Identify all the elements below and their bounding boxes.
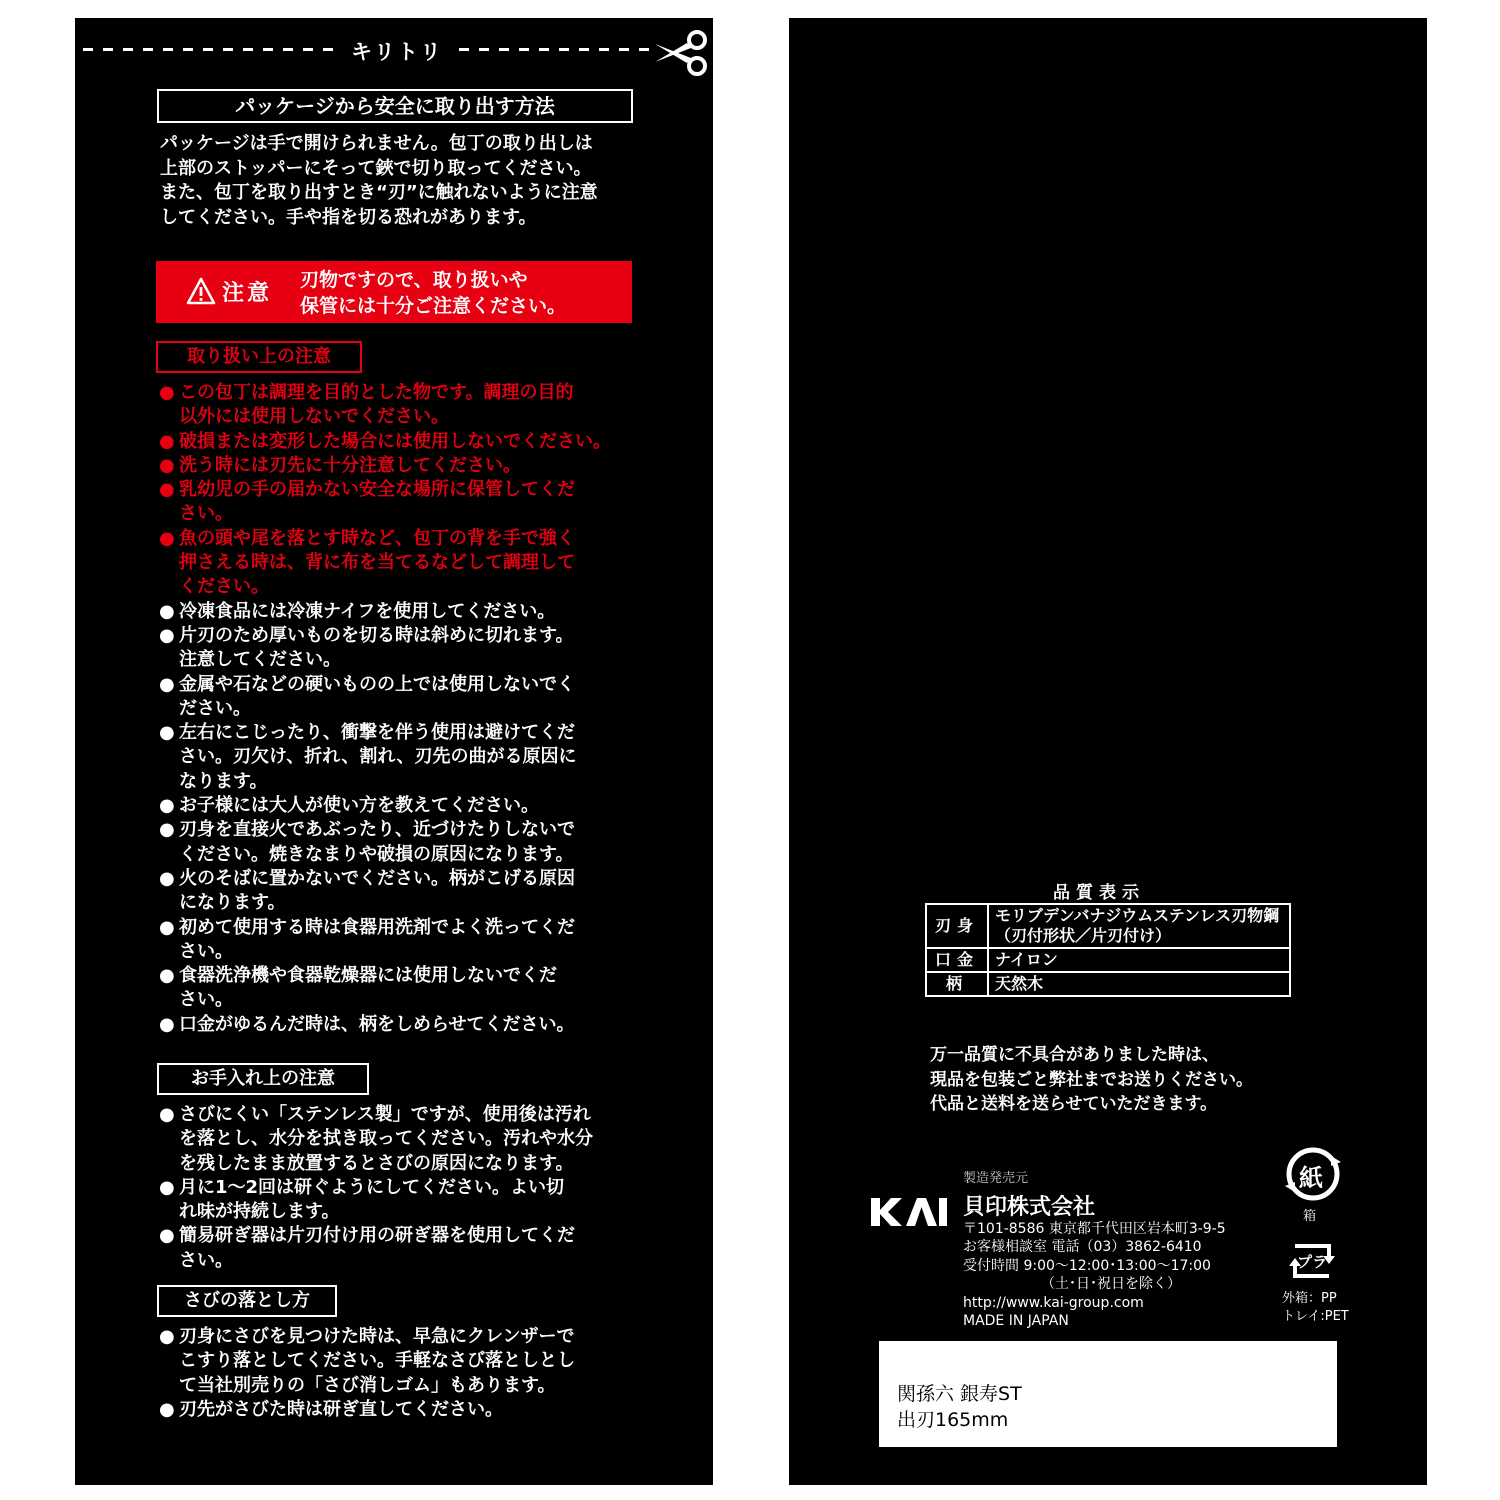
outer-material: 外箱：PP bbox=[1282, 1291, 1337, 1306]
warning-icon bbox=[186, 277, 216, 305]
scissors-icon bbox=[651, 30, 711, 76]
product-size: 出刃165mm bbox=[897, 1409, 1009, 1431]
handling-heading: 取り扱い上の注意 bbox=[156, 341, 362, 373]
list-item: ● 食器洗浄機や食器乾燥器には使用しないでくだ さい。 bbox=[159, 965, 557, 1011]
list-item: ● 破損または変形した場合には使用しないでください。 bbox=[159, 430, 611, 452]
text-line: パッケージは手で開けられません。包丁の取り出しは bbox=[160, 133, 593, 154]
list-item: ● 片刃のため厚いものを切る時は斜めに切れます。 注意してください。 bbox=[159, 624, 574, 671]
list-item: ● 初めて使用する時は食器用洗剤でよく洗ってくだ さい。 bbox=[159, 916, 575, 962]
table-key: 柄 bbox=[926, 972, 988, 996]
plastic-mark-text: プラ bbox=[1297, 1253, 1328, 1271]
product-label bbox=[879, 1341, 1337, 1447]
kai-logo bbox=[871, 1198, 947, 1226]
table-row bbox=[926, 948, 1290, 972]
text-line: 現品を包装ごと弊社までお送りください。 bbox=[930, 1069, 1253, 1090]
list-item: ● この包丁は調理を目的とした物です。調理の目的 以外には使用しないでください。 bbox=[159, 382, 574, 428]
company-name: 貝印株式会社 bbox=[963, 1195, 1096, 1220]
caution-banner bbox=[156, 261, 632, 323]
quality-table bbox=[925, 903, 1291, 997]
care-list bbox=[159, 1103, 639, 1273]
table-row bbox=[926, 972, 1290, 996]
text-line: 万一品質に不具合がありました時は、 bbox=[930, 1045, 1219, 1065]
list-item: ● 左右にこじったり、衝撃を伴う使用は避けてくだ さい。刃欠け、折れ、割れ、刃先の曲がる原因に なります。 bbox=[159, 722, 577, 792]
text-line: 刃物ですので、取り扱いや bbox=[300, 269, 528, 291]
defect-notice bbox=[930, 1043, 1253, 1117]
list-item: ● お子様には大人が使い方を教えてください。 bbox=[159, 795, 539, 817]
cut-label: キリトリ bbox=[351, 40, 443, 64]
business-hours: 受付時間 9:00〜12:00･13:00〜17:00 bbox=[963, 1258, 1211, 1274]
caution-label: 注意 bbox=[222, 281, 273, 306]
list-item: ● 火のそばに置かないでください。柄がこげる原因 になります。 bbox=[159, 867, 575, 914]
text-line: 代品と送料を送らせていただきます。 bbox=[930, 1094, 1218, 1114]
list-item: ● 刃先がさびた時は研ぎ直してください。 bbox=[159, 1398, 503, 1420]
list-item: ● 月に1〜2回は研ぐようにしてください。よい切 れ味が持続します。 bbox=[159, 1176, 565, 1223]
remove-instructions bbox=[160, 132, 640, 230]
text-line: 保管には十分ご注意ください。 bbox=[300, 295, 567, 317]
website-url: http://www.kai-group.com bbox=[963, 1295, 1144, 1311]
list-item: ● 乳幼児の手の届かない安全な場所に保管してくだ さい。 bbox=[159, 479, 575, 525]
paper-label: 箱 bbox=[1303, 1209, 1317, 1224]
table-row bbox=[926, 904, 1290, 948]
plastic-recycle-icon bbox=[1287, 1236, 1337, 1286]
paper-mark-text: 紙 bbox=[1299, 1164, 1323, 1192]
table-key: 刃身 bbox=[926, 904, 988, 948]
maker-label: 製造発売元 bbox=[963, 1171, 1029, 1186]
instruction-panel bbox=[75, 18, 713, 1485]
cut-line bbox=[83, 36, 703, 62]
list-item: ● 金属や石などの硬いものの上では使用しないでく ださい。 bbox=[159, 673, 575, 719]
rust-list bbox=[159, 1325, 639, 1422]
list-item: ● 刃身を直接火であぶったり、近づけたりしないで ください。焼きなまりや破損の原因になります。 bbox=[159, 819, 575, 865]
caution-text bbox=[300, 267, 566, 319]
table-key: 口金 bbox=[926, 948, 988, 972]
text-line: また、包丁を取り出すとき“刃”に触れないように注意 bbox=[160, 182, 598, 203]
tray-material: トレイ:PET bbox=[1282, 1309, 1349, 1324]
care-heading: お手入れ上の注意 bbox=[157, 1063, 369, 1095]
list-item: ● 口金がゆるんだ時は、柄をしめらせてください。 bbox=[159, 1013, 575, 1035]
paper-recycle-icon bbox=[1285, 1146, 1341, 1202]
rust-heading: さびの落とし方 bbox=[157, 1285, 337, 1317]
made-in: MADE IN JAPAN bbox=[963, 1313, 1069, 1329]
label-panel bbox=[789, 18, 1427, 1485]
text-line: 上部のストッパーにそって鋏で切り取ってください。 bbox=[160, 157, 592, 179]
table-value: モリブデンバナジウムステンレス刃物鋼 （刃付形状／片刃付け） bbox=[988, 904, 1290, 948]
address: 〒101-8586 東京都千代田区岩本町3-9-5 bbox=[963, 1221, 1226, 1237]
product-name: 関孫六 銀寿ST bbox=[897, 1383, 1022, 1405]
remove-heading: パッケージから安全に取り出す方法 bbox=[157, 89, 633, 123]
consult-phone: お客様相談室 電話（03）3862-6410 bbox=[963, 1239, 1202, 1255]
table-value: 天然木 bbox=[988, 972, 1290, 996]
list-item: ● 魚の頭や尾を落とす時など、包丁の背を手で強く 押さえる時は、背に布を当てるなどして調理して ください。 bbox=[159, 527, 575, 598]
list-item: ● 刃身にさびを見つけた時は、早急にクレンザーで こすり落としてください。手軽なさび落としとし て当社別売りの「さび消しゴム」もあります。 bbox=[159, 1326, 575, 1396]
table-value: ナイロン bbox=[988, 948, 1290, 972]
list-item: ● さびにくい「ステンレス製」ですが、使用後は汚れ を落とし、水分を拭き取ってください。汚れや水分 を残したまま放置するとさびの原因になります。 bbox=[159, 1104, 593, 1174]
holiday-note: （土･日･祝日を除く） bbox=[1041, 1276, 1181, 1292]
text-line: してください。手や指を切る恐れがあります。 bbox=[160, 206, 537, 228]
list-item: ● 簡易研ぎ器は片刃付け用の研ぎ器を使用してくだ さい。 bbox=[159, 1225, 575, 1271]
list-item: ● 洗う時には刃先に十分注意してください。 bbox=[159, 454, 521, 476]
handling-list bbox=[159, 381, 639, 1037]
list-item: ● 冷凍食品には冷凍ナイフを使用してください。 bbox=[159, 600, 556, 622]
quality-title: 品質表示 bbox=[1053, 883, 1145, 903]
